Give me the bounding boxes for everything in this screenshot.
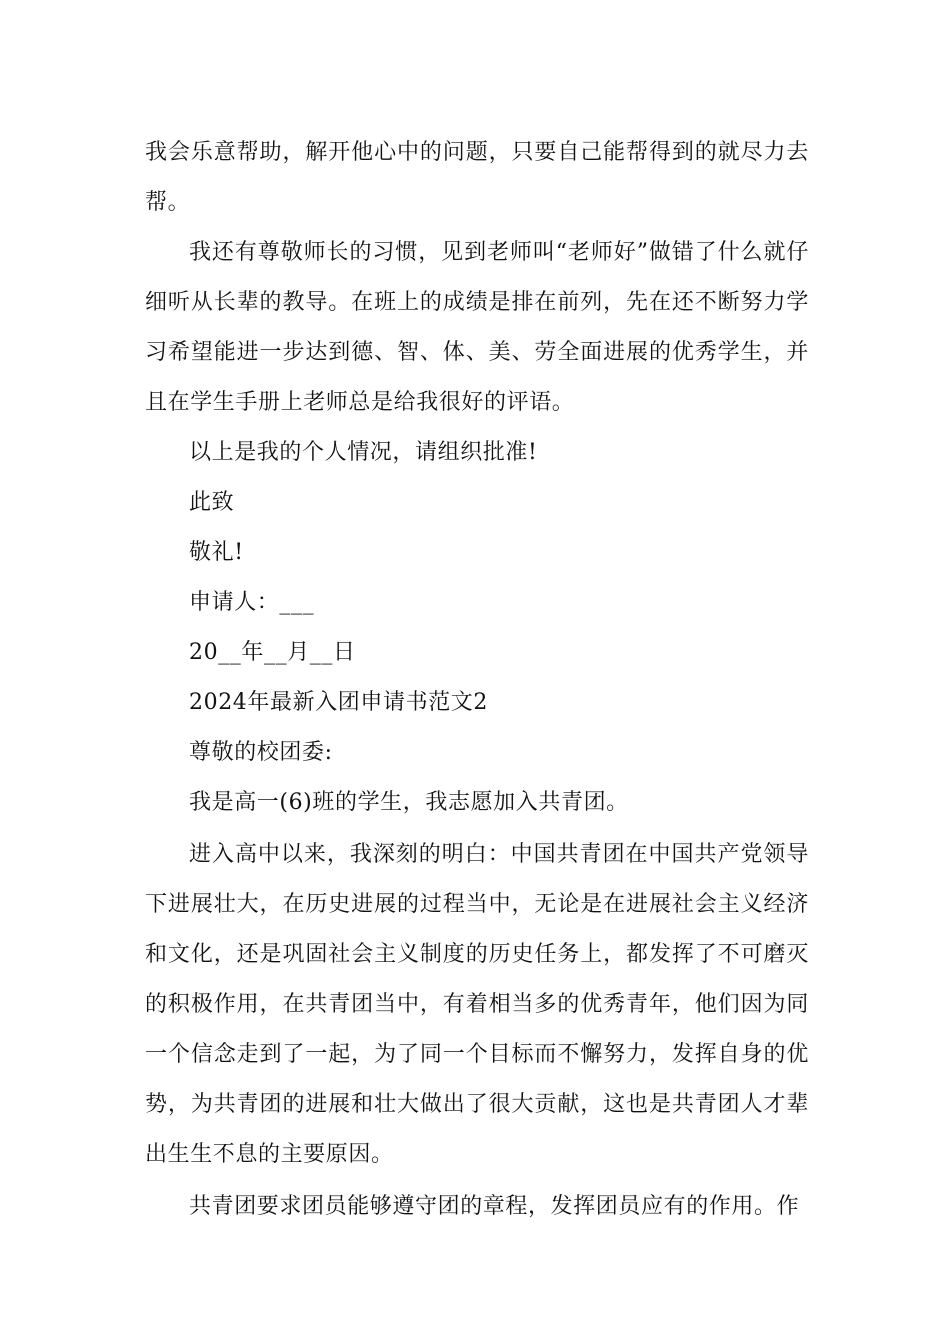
paragraph-youth-league: 进入高中以来，我深刻的明白：中国共青团在中国共产党领导下进展壮大，在历史进展的过程当中，无论是在进展社会主义经济和文化，还是巩固社会主义制度的历史任务上，都发挥了不可磨灭的积极作用，在共青团当中，有着相当多的优秀青年，他们因为同一个信念走到了一起，为了同一个目标而不懈努力，发挥自身的优势，为共青团的进展和壮大做出了很大贡献，这也是共青团人才辈出生生不息的主要原因。 [145,842,809,1167]
paragraph-intro: 我是高一(6)班的学生，我志愿加入共青团。 [189,790,629,815]
paragraph-requirements: 共青团要求团员能够遵守团的章程，发挥团员应有的作用。作 [189,1194,800,1219]
paragraph-request-approval: 以上是我的个人情况，请组织批准! [189,440,538,465]
paragraph-respect-teachers: 我还有尊敬师长的习惯，见到老师叫“老师好”做错了什么就仔细听从长辈的教导。在班上的成绩是排在前列，先在还不断努力学习希望能进一步达到德、智、体、美、劳全面进展的优秀学生，并且在学生手册上老师总是给我很好的评语。 [145,240,809,415]
paragraph-help: 我会乐意帮助，解开他心中的问题，只要自己能帮得到的就尽力去帮。 [145,140,809,215]
applicant-line: 申请人：___ [189,590,315,615]
closing-salutation: 此致 [189,490,235,515]
date-line: 20__年__月__日 [189,640,356,665]
document-body [145,128,809,1232]
greeting-line: 尊敬的校团委: [189,740,333,765]
closing-respect: 敬礼! [189,540,244,565]
section-title: 2024年最新入团申请书范文2 [189,690,488,715]
